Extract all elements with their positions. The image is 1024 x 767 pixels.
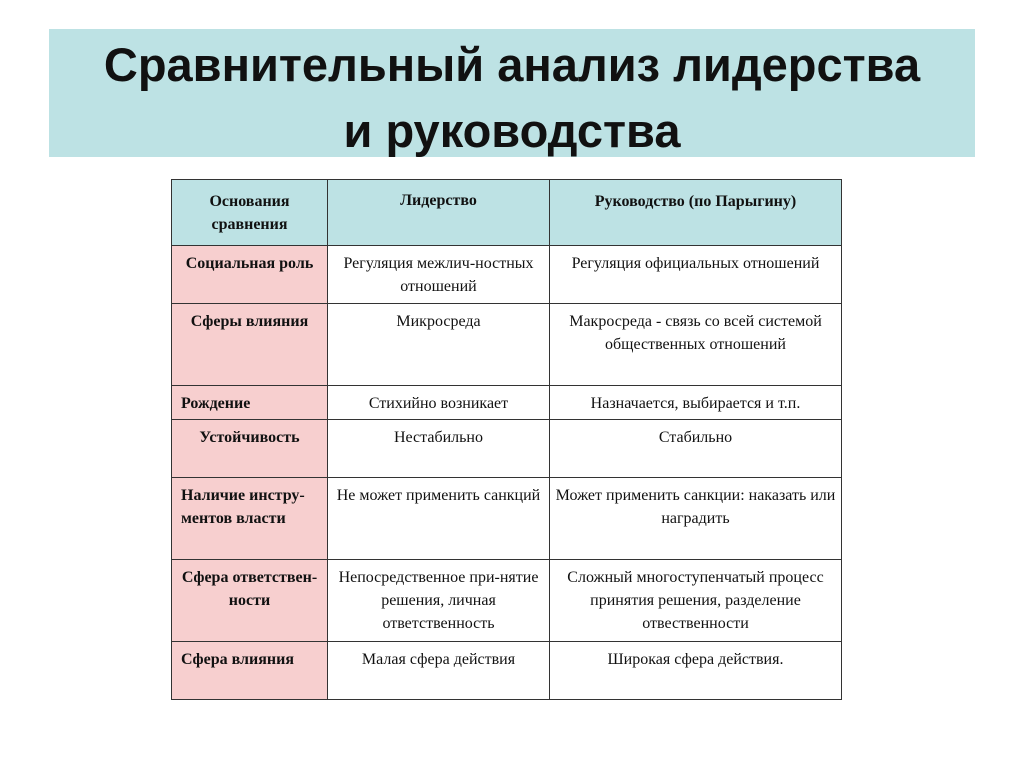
row-leadership: Нестабильно <box>328 420 550 478</box>
row-leadership: Не может применить санкций <box>328 478 550 560</box>
table-row <box>172 246 842 304</box>
row-criterion: Сфера ответствен-ности <box>172 560 328 642</box>
comparison-table <box>171 179 842 700</box>
table-row <box>172 386 842 420</box>
title-banner <box>49 29 975 157</box>
row-leadership: Стихийно возникает <box>328 386 550 420</box>
row-criterion: Наличие инстру-ментов власти <box>172 478 328 560</box>
table-row <box>172 642 842 700</box>
row-leadership: Малая сфера действия <box>328 642 550 700</box>
row-management: Макросреда - связь со всей системой общественных отношений <box>550 304 842 386</box>
row-criterion: Рождение <box>172 386 328 420</box>
table-header-row <box>172 180 842 246</box>
row-management: Широкая сфера действия. <box>550 642 842 700</box>
row-management: Назначается, выбирается и т.п. <box>550 386 842 420</box>
row-management: Сложный многоступенчатый процесс принятия решения, разделение отвественности <box>550 560 842 642</box>
row-management: Стабильно <box>550 420 842 478</box>
table-row <box>172 420 842 478</box>
row-leadership: Регуляция межлич-ностных отношений <box>328 246 550 304</box>
header-leadership: Лидерство <box>328 180 550 246</box>
table-row <box>172 478 842 560</box>
table-row <box>172 560 842 642</box>
row-leadership: Непосредственное при-нятие решения, личная ответственность <box>328 560 550 642</box>
row-criterion: Сфера влияния <box>172 642 328 700</box>
page-title-line-1: Сравнительный анализ лидерства <box>103 38 921 91</box>
header-management: Руководство (по Парыгину) <box>550 180 842 246</box>
row-management: Регуляция официальных отношений <box>550 246 842 304</box>
header-criteria: Основания сравнения <box>172 180 328 246</box>
page-title-line-2: и руководства <box>343 104 681 157</box>
table-row <box>172 304 842 386</box>
row-management: Может применить санкции: наказать или наградить <box>550 478 842 560</box>
row-criterion: Сферы влияния <box>172 304 328 386</box>
row-criterion: Социальная роль <box>172 246 328 304</box>
row-criterion: Устойчивость <box>172 420 328 478</box>
row-leadership: Микросреда <box>328 304 550 386</box>
